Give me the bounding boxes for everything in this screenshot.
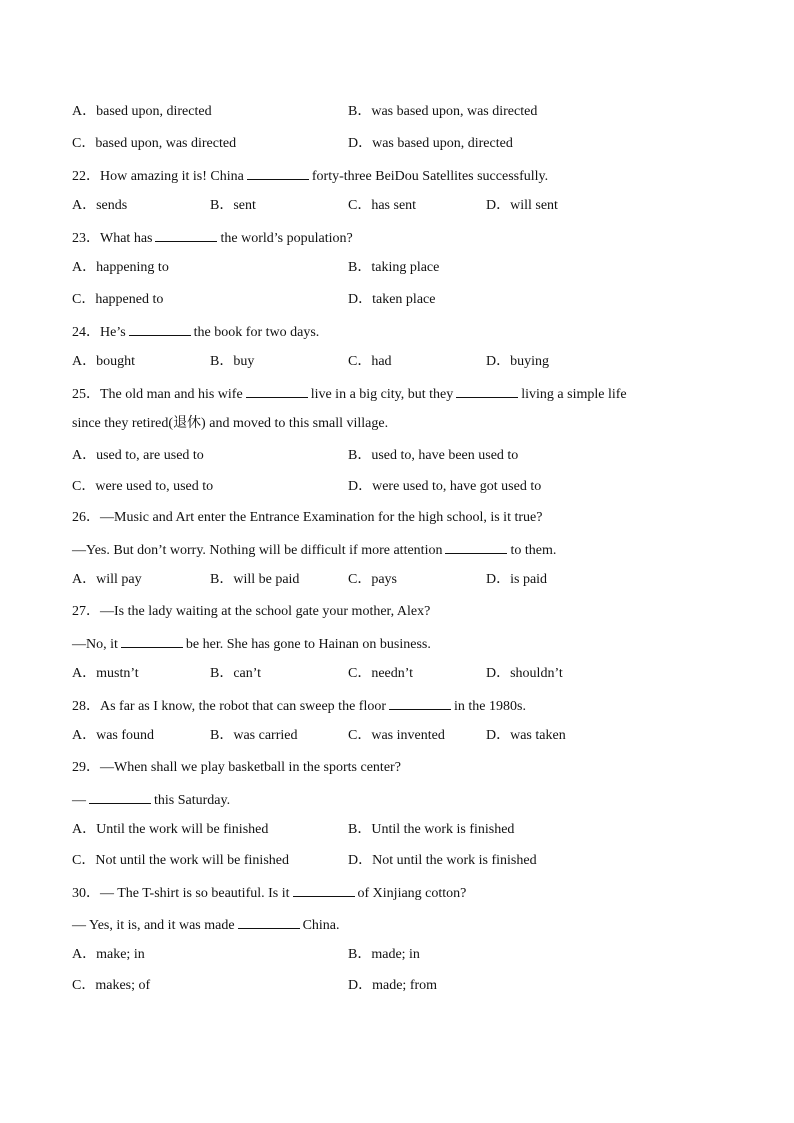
q26-stem: [72, 509, 542, 527]
q23-option-a[interactable]: A．happening to: [72, 260, 169, 275]
answer-blank: [389, 696, 451, 710]
q29-reply-text-end: this Saturday.: [154, 793, 231, 808]
q29-option-b[interactable]: B．Until the work is finished: [348, 822, 515, 837]
q30-stem-text-end: of Xinjiang cotton?: [357, 886, 467, 901]
q25-stem-text-end: living a simple life: [521, 387, 627, 402]
q30-option-a[interactable]: A．make; in: [72, 947, 145, 962]
q25-stem-line-2: [72, 415, 388, 433]
q27-option-a[interactable]: A．mustn’t: [72, 666, 139, 681]
q30-reply-text: — Yes, it is, and it was made: [72, 918, 235, 933]
q28-stem-text-end: in the 1980s.: [454, 699, 526, 714]
q28-option-d[interactable]: D．was taken: [486, 728, 566, 743]
q23-option-c[interactable]: C．happened to: [72, 292, 164, 307]
answer-blank: [238, 915, 300, 929]
q30-option-b[interactable]: B．made; in: [348, 947, 420, 962]
q24-stem-text-end: the book for two days.: [193, 325, 320, 340]
q21-option-d[interactable]: D．was based upon, directed: [348, 136, 513, 151]
q27-reply: [72, 634, 431, 654]
answer-blank: [155, 228, 217, 242]
q25-stem-text-mid: live in a big city, but they: [310, 387, 454, 402]
q22-stem-text: 22．How amazing it is! China: [72, 169, 244, 184]
answer-blank: [293, 883, 355, 897]
q23-stem: [72, 228, 353, 248]
q25-stem-text: 25．The old man and his wife: [72, 387, 243, 402]
q26-option-a[interactable]: A．will pay: [72, 572, 142, 587]
q27-stem: [72, 603, 430, 621]
q26-reply-text: —Yes. But don’t worry. Nothing will be difficult if more attention: [72, 543, 443, 558]
q24-option-d[interactable]: D．buying: [486, 354, 549, 369]
q30-option-c[interactable]: C．makes; of: [72, 978, 151, 993]
q30-reply-text-end: China.: [302, 918, 340, 933]
q24-option-c[interactable]: C．had: [348, 354, 392, 369]
q28-option-b[interactable]: B．was carried: [210, 728, 298, 743]
q21-option-b[interactable]: B．was based upon, was directed: [348, 104, 538, 119]
q25-option-d[interactable]: D．were used to, have got used to: [348, 479, 542, 494]
q22-option-c[interactable]: C．has sent: [348, 198, 417, 213]
answer-blank: [456, 384, 518, 398]
answer-blank: [121, 634, 183, 648]
q25-option-b[interactable]: B．used to, have been used to: [348, 448, 519, 463]
q30-stem-text: 30．— The T-shirt is so beautiful. Is it: [72, 886, 290, 901]
q27-option-c[interactable]: C．needn’t: [348, 666, 414, 681]
q29-reply: [72, 790, 230, 810]
q22-option-a[interactable]: A．sends: [72, 198, 128, 213]
q29-stem: [72, 759, 401, 777]
q23-stem-text-end: the world’s population?: [220, 231, 353, 246]
q28-option-c[interactable]: C．was invented: [348, 728, 445, 743]
q29-option-d[interactable]: D．Not until the work is finished: [348, 853, 537, 868]
answer-blank: [445, 540, 507, 554]
q25-stem-continuation: since they retired(退休) and moved to this small village.: [72, 416, 389, 431]
q29-reply-text: —: [72, 793, 86, 808]
q26-stem-text: 26．—Music and Art enter the Entrance Examination for the high school, is it true?: [72, 510, 543, 525]
answer-blank: [246, 384, 308, 398]
q28-stem-text: 28．As far as I know, the robot that can sweep the floor: [72, 699, 387, 714]
q24-option-a[interactable]: A．bought: [72, 354, 135, 369]
q24-option-b[interactable]: B．buy: [210, 354, 255, 369]
q27-reply-text-end: be her. She has gone to Hainan on business.: [185, 637, 431, 652]
q29-option-c[interactable]: C．Not until the work will be finished: [72, 853, 289, 868]
q25-option-a[interactable]: A．used to, are used to: [72, 448, 204, 463]
answer-blank: [129, 322, 191, 336]
q21-option-a[interactable]: A．based upon, directed: [72, 104, 212, 119]
q22-option-b[interactable]: B．sent: [210, 198, 256, 213]
q24-stem: [72, 322, 319, 342]
q29-option-a[interactable]: A．Until the work will be finished: [72, 822, 269, 837]
q22-option-d[interactable]: D．will sent: [486, 198, 558, 213]
q26-option-c[interactable]: C．pays: [348, 572, 397, 587]
q26-option-d[interactable]: D．is paid: [486, 572, 548, 587]
q23-option-b[interactable]: B．taking place: [348, 260, 440, 275]
q23-stem-text: 23．What has: [72, 231, 153, 246]
q30-reply: [72, 915, 340, 935]
q30-option-d[interactable]: D．made; from: [348, 978, 438, 993]
q26-reply: [72, 540, 556, 560]
q26-reply-text-end: to them.: [510, 543, 557, 558]
q27-reply-text: —No, it: [72, 637, 118, 652]
answer-blank: [89, 790, 151, 804]
q27-option-d[interactable]: D．shouldn’t: [486, 666, 563, 681]
q27-stem-text: 27．—Is the lady waiting at the school gate your mother, Alex?: [72, 604, 431, 619]
q27-option-b[interactable]: B．can’t: [210, 666, 262, 681]
q28-stem: [72, 696, 526, 716]
q26-option-b[interactable]: B．will be paid: [210, 572, 300, 587]
q28-option-a[interactable]: A．was found: [72, 728, 155, 743]
q25-stem: [72, 384, 627, 404]
q30-stem: [72, 883, 466, 903]
q23-option-d[interactable]: D．taken place: [348, 292, 436, 307]
q24-stem-text: 24．He’s: [72, 325, 126, 340]
q22-stem-text-end: forty-three BeiDou Satellites successfully.: [311, 169, 549, 184]
q21-option-c[interactable]: C．based upon, was directed: [72, 136, 237, 151]
answer-blank: [247, 166, 309, 180]
q25-option-c[interactable]: C．were used to, used to: [72, 479, 214, 494]
q29-stem-text: 29．—When shall we play basketball in the sports center?: [72, 760, 401, 775]
q22-stem: [72, 166, 548, 186]
